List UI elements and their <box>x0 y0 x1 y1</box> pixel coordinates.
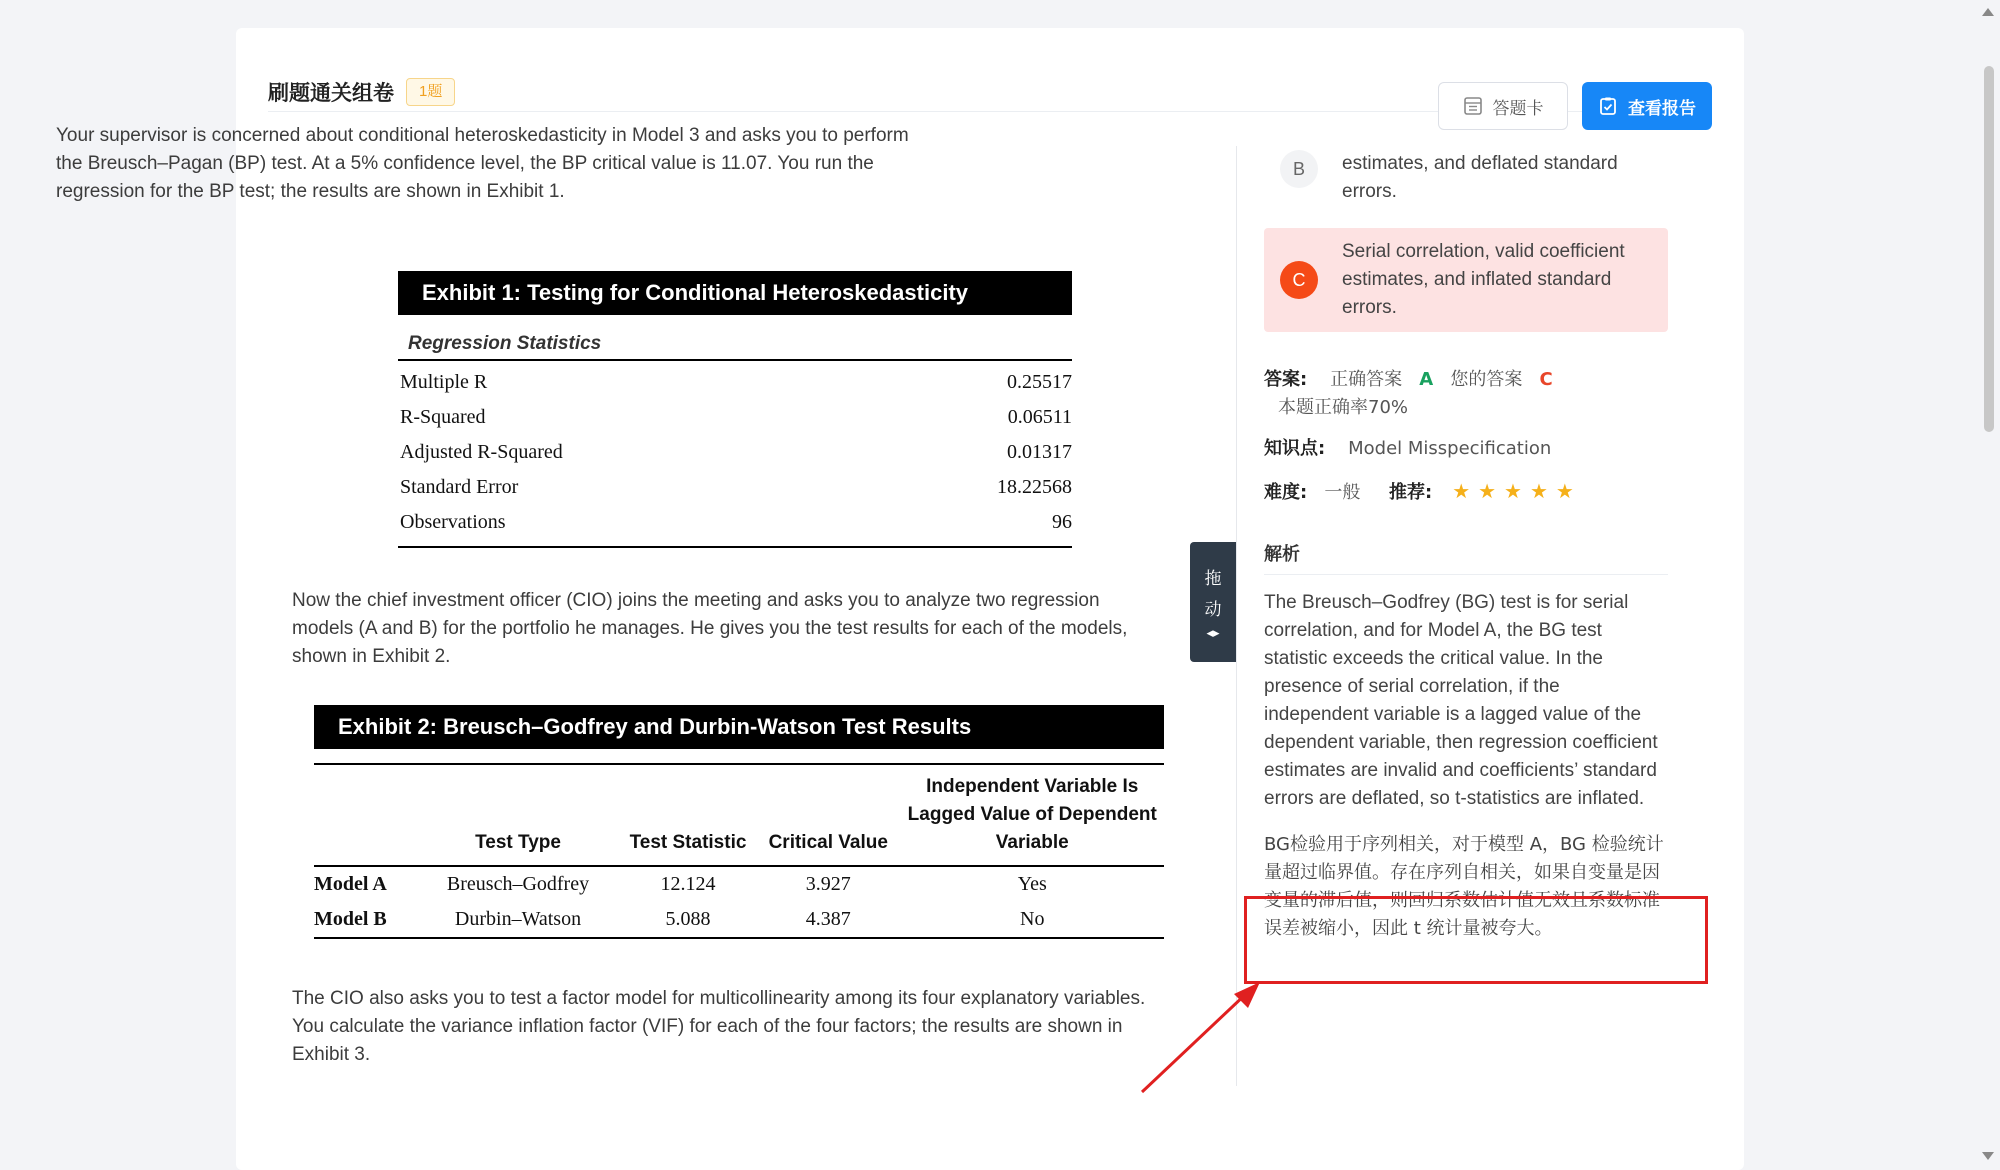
option-c[interactable] <box>1264 228 1668 332</box>
table-row: Model A Breusch–Godfrey 12.124 3.927 Yes <box>314 873 1047 895</box>
correct-rate: 本题正确率70% <box>1278 397 1409 418</box>
answer-card-label: 答题卡 <box>1492 98 1544 119</box>
correct-answer: A <box>1419 369 1434 390</box>
view-report-label: 查看报告 <box>1628 98 1696 119</box>
scroll-up-icon[interactable] <box>1982 8 1994 16</box>
table-row: Model B Durbin–Watson 5.088 4.387 No <box>314 908 1045 930</box>
your-answer: C <box>1539 369 1553 390</box>
table-row: Standard Error 18.22568 <box>400 476 1072 498</box>
exhibit-2 <box>314 705 1164 939</box>
scrollbar-thumb[interactable] <box>1984 66 1994 432</box>
option-b[interactable] <box>1264 146 1668 210</box>
answer-panel <box>1264 146 1668 943</box>
annotation-arrow-icon <box>1130 980 1270 1100</box>
exhibit-1 <box>398 271 1072 548</box>
question-paragraph-3: The CIO also asks you to test a factor model for multicollinearity among its four explanatory variables. You calculate the variance inflation factor (VIF) for each of the four factors; the results are shown in Exhibit 3. <box>292 988 1146 1065</box>
exhibit-2-title: Exhibit 2: Breusch–Godfrey and Durbin-Watson Test Results <box>314 705 1164 749</box>
scroll-down-icon[interactable] <box>1982 1152 1994 1160</box>
drag-arrows-icon: ◂▸ <box>1206 625 1220 641</box>
answer-row: 答案: 正确答案 A 您的答案 C 本题正确率70% <box>1264 366 1668 422</box>
question-count-badge: 1题 <box>406 78 455 106</box>
exhibit-1-subtitle: Regression Statistics <box>398 333 1072 361</box>
analysis-chinese: BG检验用于序列相关，对于模型 A，BG 检验统计量超过临界值。存在序列自相关，如果自变量是因变量的滞后值，则回归系数估计值无效且系数标准误差被缩小，因此 t 统计量被夸大。 <box>1264 834 1664 939</box>
drag-handle[interactable]: 拖 动 ◂▸ <box>1190 542 1236 662</box>
analysis-title: 解析 <box>1264 540 1668 575</box>
answer-card-button[interactable] <box>1438 82 1568 130</box>
highlight-box <box>1244 896 1708 984</box>
answer-card-icon <box>1463 96 1483 116</box>
star-rating-icon: ★★★★★ <box>1452 479 1582 503</box>
page-header <box>268 62 1712 119</box>
question-content <box>56 122 926 206</box>
scrollbar[interactable] <box>1976 0 2000 1170</box>
table-row: R-Squared 0.06511 <box>400 406 1072 428</box>
page-title: 刷题通关组卷 <box>268 81 394 105</box>
option-b-letter: B <box>1280 150 1318 188</box>
analysis-english: The Breusch–Godfrey (BG) test is for serial correlation, and for Model A, the BG test statistic exceeds the critical value. In the presence of serial correlation, if the independent variable is a lagged value of the dependent variable, then regression coefficient estimates are invalid and coefficients’ standard errors are deflated, so t-statistics are inflated. <box>1264 592 1658 809</box>
question-paragraph-2: Now the chief investment officer (CIO) joins the meeting and asks you to analyze two regression models (A and B) for the portfolio he manages. He gives you the test results for each of the models, shown in Exhibit 2. <box>292 590 1128 667</box>
panel-divider <box>1236 146 1237 1086</box>
question-paragraph-1: Your supervisor is concerned about conditional heteroskedasticity in Model 3 and asks you to perform the Breusch–Pagan (BP) test. At a 5% confidence level, the BP critical value is 11.07. You run the regression for the BP test; the results are shown in Exhibit 1. <box>56 125 909 202</box>
knowledge-point: 知识点: Model Misspecification <box>1264 438 1552 459</box>
option-c-text: Serial correlation, valid coefficient estimates, and inflated standard errors. <box>1342 241 1625 318</box>
option-c-letter: C <box>1280 261 1318 299</box>
difficulty-row: 难度: 一般 推荐: ★★★★★ <box>1264 479 1582 503</box>
option-b-text: estimates, and deflated standard errors. <box>1342 153 1618 202</box>
exhibit-1-title: Exhibit 1: Testing for Conditional Heteroskedasticity <box>398 271 1072 315</box>
table-row: Observations 96 <box>400 511 1072 533</box>
report-icon <box>1598 96 1618 116</box>
exhibit-2-table: Test Type Test Statistic Critical Value Independent Variable Is Lagged Value of Dependent Variable Model A Breusch–Godfrey 12.124 3.927 Yes Model B Durbin–Watson 5.088 4.387 No <box>314 763 1164 939</box>
view-report-button[interactable] <box>1582 82 1712 130</box>
table-row: Adjusted R-Squared 0.01317 <box>400 441 1072 463</box>
table-row: Multiple R 0.25517 <box>400 371 1072 393</box>
